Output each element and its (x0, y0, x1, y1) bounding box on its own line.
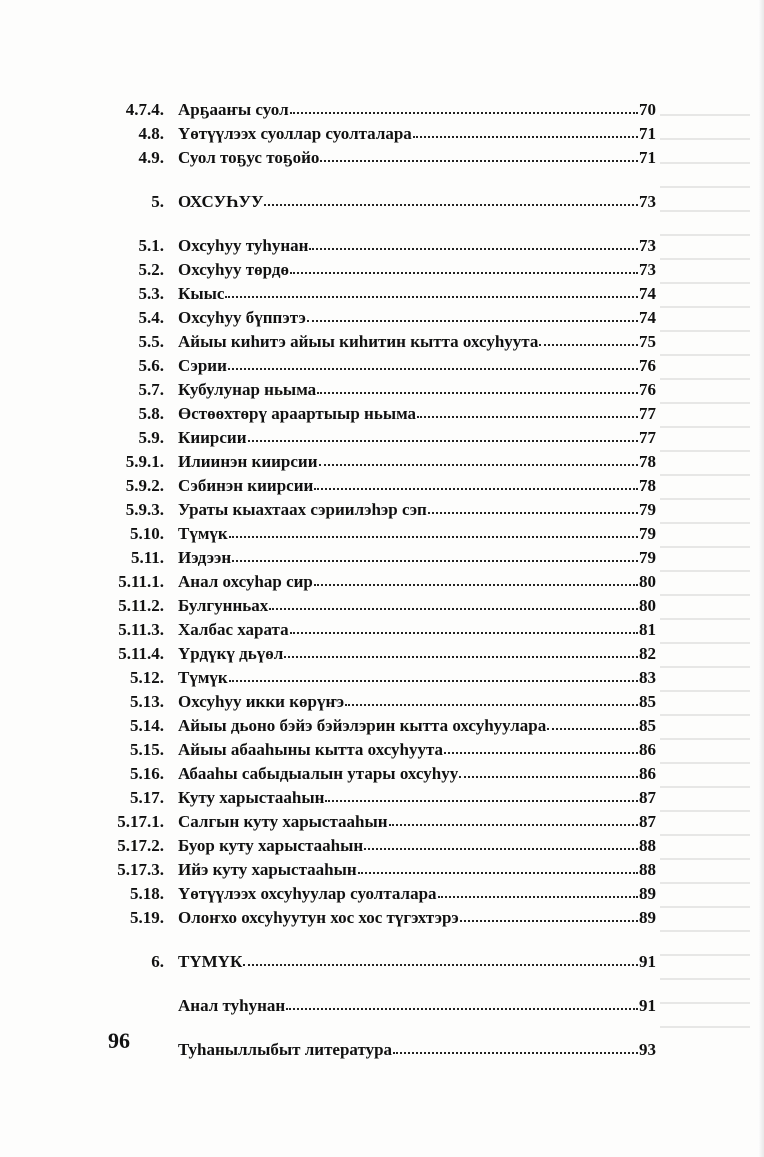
toc-title: ОХСУҺУУ (178, 192, 264, 211)
toc-page: 91 (639, 952, 656, 971)
toc-row (0, 450, 764, 474)
toc-title: Охсуһуу туһунан (178, 236, 309, 255)
toc-page: 88 (639, 836, 656, 855)
toc-title: Айыы киһитэ айыы киһитин кытта охсуһуута (178, 332, 539, 351)
toc-row (0, 690, 764, 714)
toc-number: 5.9.2. (125, 476, 164, 495)
toc-number: 5.12. (130, 668, 164, 687)
toc-row (0, 234, 764, 258)
toc-title: Түмүк (178, 524, 228, 543)
toc-title: Кубулунар ньыма (178, 380, 317, 399)
toc-row (0, 378, 764, 402)
toc-title: Куту харыстааһын (178, 788, 325, 807)
toc-page: 80 (639, 596, 656, 615)
toc-title: Ураты кыахтаах сэриилэһэр сэп (178, 500, 427, 519)
toc-row (0, 834, 764, 858)
toc-title: Өстөөхтөрү араартыыр ньыма (178, 404, 417, 423)
toc-number: 5.5. (138, 332, 164, 351)
toc-page: 86 (639, 740, 656, 759)
toc-title: Сэбинэн киирсии (178, 476, 314, 495)
toc-page: 76 (639, 380, 656, 399)
toc-row (0, 858, 764, 882)
toc-number: 5.9.3. (125, 500, 164, 519)
toc-number: 5.17. (130, 788, 164, 807)
toc-page: 73 (639, 236, 656, 255)
toc-row (0, 330, 764, 354)
toc-number: 5.6. (138, 356, 164, 375)
toc-row (0, 762, 764, 786)
toc-number: 5.3. (138, 284, 164, 303)
toc-title: Арҕааҥы суол (178, 100, 289, 119)
toc-title: ТҮМҮК (178, 952, 243, 971)
toc-page: 85 (639, 716, 656, 735)
toc-page: 85 (639, 692, 656, 711)
toc-title: Сэрии (178, 356, 227, 375)
toc-title: Анал туһунан (178, 996, 286, 1015)
toc-row (0, 122, 764, 146)
toc-number: 5.7. (138, 380, 164, 399)
toc-page: 86 (639, 764, 656, 783)
toc-page: 88 (639, 860, 656, 879)
toc-title: Анал охсуһар сир (178, 572, 313, 591)
toc-title: Буор куту харыстааһын (178, 836, 364, 855)
toc-row (0, 306, 764, 330)
toc-number: 4.8. (138, 124, 164, 143)
toc-title: Туһаныллыбыт литература (178, 1040, 393, 1059)
toc-row (0, 882, 764, 906)
toc-number: 6. (151, 952, 164, 971)
toc-title: Үрдүкү дьүөл (178, 644, 284, 663)
toc-page: 89 (639, 908, 656, 927)
toc-page: 74 (639, 284, 656, 303)
toc-title: Халбас харата (178, 620, 289, 639)
toc-page: 79 (639, 548, 656, 567)
toc-row (0, 786, 764, 810)
toc-number: 5.15. (130, 740, 164, 759)
toc-page: 93 (639, 1040, 656, 1059)
toc-number: 5.9. (138, 428, 164, 447)
toc-number: 5.17.1. (117, 812, 164, 831)
toc-title: Охсуһуу бүппэтэ (178, 308, 306, 327)
toc-title: Ийэ куту харыстааһын (178, 860, 357, 879)
toc-number: 5.16. (130, 764, 164, 783)
toc-page: 77 (639, 428, 656, 447)
toc-page: 79 (639, 524, 656, 543)
toc-number: 5. (151, 192, 164, 211)
toc-page: 71 (639, 124, 656, 143)
toc-row (0, 994, 764, 1018)
toc-page: 83 (639, 668, 656, 687)
toc-row (0, 498, 764, 522)
toc-number: 5.17.3. (117, 860, 164, 879)
toc-title: Охсуһуу төрдө (178, 260, 289, 279)
toc-row (0, 474, 764, 498)
toc-row (0, 354, 764, 378)
toc-row (0, 546, 764, 570)
toc-title: Айыы абааһыны кытта охсуһуута (178, 740, 444, 759)
toc-number: 5.8. (138, 404, 164, 423)
toc-title: Айыы дьоно бэйэ бэйэлэрин кытта охсуһуулара (178, 716, 547, 735)
toc-row (0, 618, 764, 642)
toc-number: 5.2. (138, 260, 164, 279)
toc-number: 5.1. (138, 236, 164, 255)
toc-page: 78 (639, 476, 656, 495)
toc-row (0, 714, 764, 738)
toc-row (0, 950, 764, 974)
toc-page: 82 (639, 644, 656, 663)
toc-number: 5.11. (130, 548, 164, 567)
toc-number: 5.19. (130, 908, 164, 927)
toc-row (0, 738, 764, 762)
toc-page: 87 (639, 788, 656, 807)
toc-page: 71 (639, 148, 656, 167)
toc-number: 5.11.3. (118, 620, 164, 639)
toc-title: Үөтүүлээх суоллар суолталара (178, 124, 412, 143)
toc-page: 80 (639, 572, 656, 591)
toc-page: 75 (639, 332, 656, 351)
toc-title: Иэдээн (178, 548, 232, 567)
toc-title: Үөтүүлээх охсуһуулар суолталара (178, 884, 437, 903)
toc-title: Кыыс (178, 284, 225, 303)
toc-row (0, 594, 764, 618)
toc-row (0, 570, 764, 594)
toc-title: Охсуһуу икки көрүҥэ (178, 692, 345, 711)
toc-page: 74 (639, 308, 656, 327)
toc-page: 78 (639, 452, 656, 471)
toc-number: 5.14. (130, 716, 164, 735)
toc-number: 5.17.2. (117, 836, 164, 855)
toc-page: 73 (639, 260, 656, 279)
toc-number: 4.7.4. (125, 100, 164, 119)
toc-number: 5.11.2. (118, 596, 164, 615)
toc-page: 70 (639, 100, 656, 119)
toc-page: 77 (639, 404, 656, 423)
toc-row (0, 402, 764, 426)
toc-row (0, 666, 764, 690)
toc-page: 73 (639, 192, 656, 211)
toc-number: 4.9. (138, 148, 164, 167)
toc-page: 76 (639, 356, 656, 375)
toc-row (0, 258, 764, 282)
toc-number: 5.11.4. (118, 644, 164, 663)
toc-row (0, 426, 764, 450)
toc-title: Салгын куту харыстааһын (178, 812, 388, 831)
toc-row (0, 906, 764, 930)
toc-number: 5.13. (130, 692, 164, 711)
toc-title: Илиинэн киирсии (178, 452, 318, 471)
toc-row (0, 810, 764, 834)
toc-title: Суол тоҕус тоҕойо (178, 148, 320, 167)
toc-page: 91 (639, 996, 656, 1015)
toc-title: Булгунньах (178, 596, 269, 615)
toc-number: 5.18. (130, 884, 164, 903)
toc-row (0, 98, 764, 122)
toc-number: 5.9.1. (125, 452, 164, 471)
page-number: 96 (108, 1028, 130, 1053)
toc-title: Олоҥхо охсуһуутун хос хос түгэхтэрэ (178, 908, 459, 927)
toc-title: Киирсии (178, 428, 247, 447)
toc-title: Түмүк (178, 668, 228, 687)
toc-number: 5.11.1. (118, 572, 164, 591)
toc-page: 81 (639, 620, 656, 639)
toc-row (0, 146, 764, 170)
toc-row (0, 190, 764, 214)
toc-row (0, 522, 764, 546)
toc-row (0, 642, 764, 666)
toc-title: Абааһы сабыдыалын утары охсуһуу (178, 764, 459, 783)
toc-page: 89 (639, 884, 656, 903)
toc-number: 5.4. (138, 308, 164, 327)
toc-page: 87 (639, 812, 656, 831)
toc-page: 79 (639, 500, 656, 519)
toc-row (0, 282, 764, 306)
toc-number: 5.10. (130, 524, 164, 543)
